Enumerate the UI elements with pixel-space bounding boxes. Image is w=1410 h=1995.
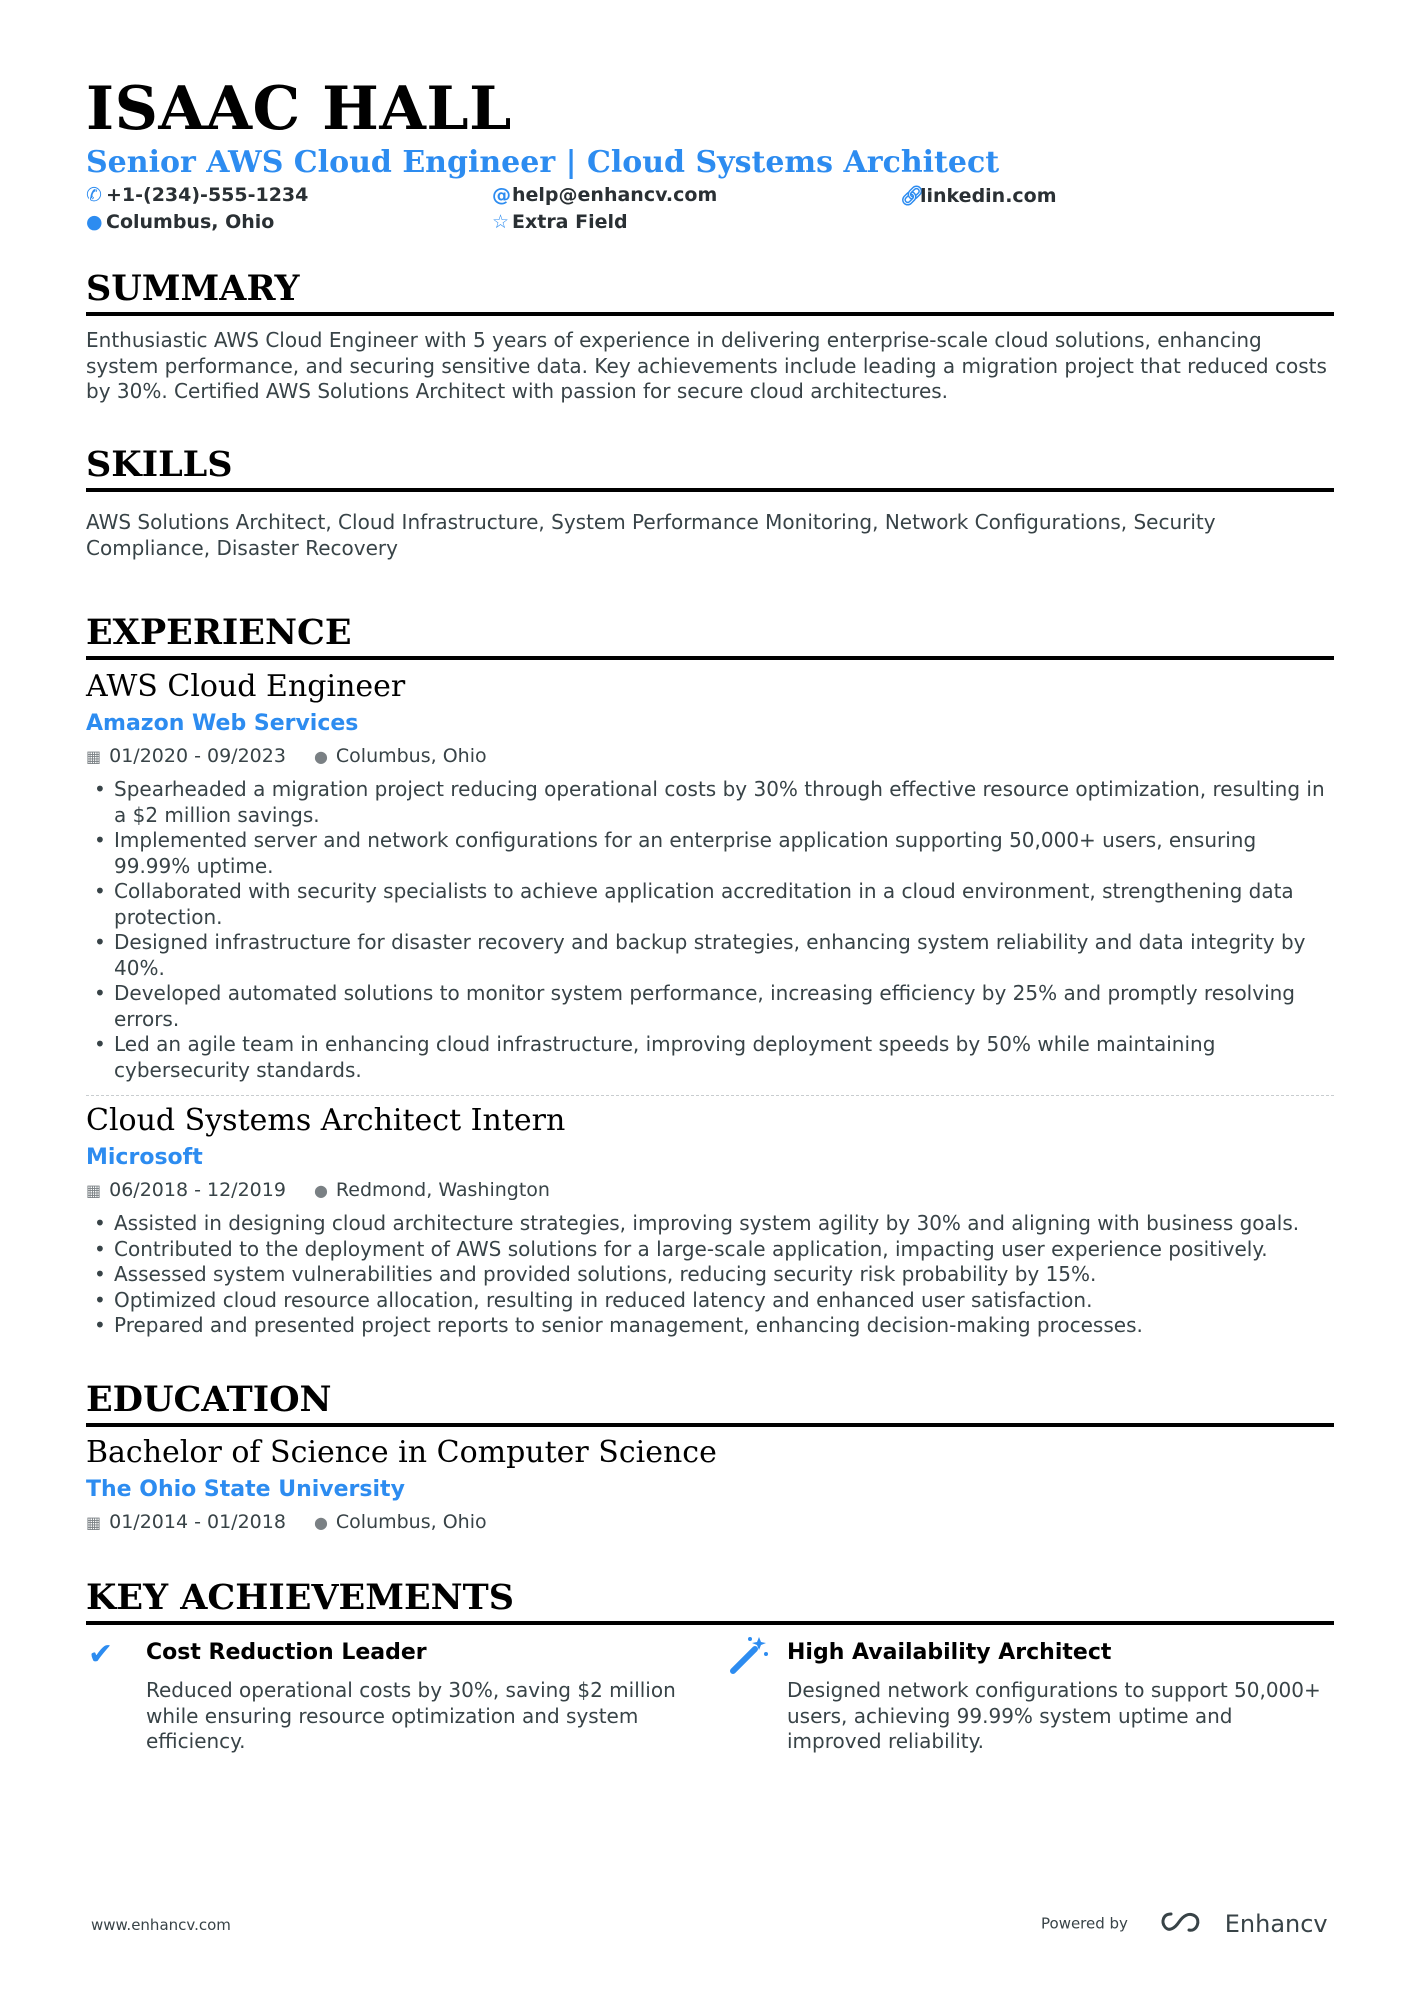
extra-text: Extra Field xyxy=(512,211,628,233)
section-title-experience: EXPERIENCE xyxy=(86,612,1334,660)
magic-wand-icon xyxy=(729,1635,769,1683)
achievement-desc: Reduced operational costs by 30%, saving $2 million while ensuring resource optimization and system efficiency. xyxy=(146,1678,676,1753)
footer-website[interactable]: www.enhancv.com xyxy=(91,1916,231,1934)
bullet-item: • Led an agile team in enhancing cloud infrastructure, improving deployment speeds by 50% while maintaining cybersecurity standards. xyxy=(86,1032,1336,1083)
bullet-item: • Spearheaded a migration project reducing operational costs by 30% through effective resource optimization, resulting in a $2 million savings. xyxy=(86,777,1336,828)
job-title: Cloud Systems Architect Intern xyxy=(86,1103,566,1138)
contact-extra xyxy=(492,211,628,233)
job-dates: 06/2018 - 12/2019 xyxy=(109,1179,286,1201)
bullet-item: • Collaborated with security specialists to achieve application accreditation in a cloud environment, strengthening data protection. xyxy=(86,879,1336,930)
education-location: Columbus, Ohio xyxy=(335,1511,487,1533)
section-title-achievements: KEY ACHIEVEMENTS xyxy=(86,1577,1334,1625)
achievement-title: Cost Reduction Leader xyxy=(146,1640,427,1665)
candidate-name: ISAAC HALL xyxy=(86,74,512,144)
bullet-item: • Designed infrastructure for disaster recovery and backup strategies, enhancing system reliability and data integrity by 40%. xyxy=(86,930,1336,981)
degree-title: Bachelor of Science in Computer Science xyxy=(86,1435,717,1470)
job-meta xyxy=(86,745,487,767)
bullet-item: • Contributed to the deployment of AWS solutions for a large-scale application, impacting user experience positively. xyxy=(86,1237,1336,1263)
education-dates: 01/2014 - 01/2018 xyxy=(109,1511,286,1533)
calendar-icon: ▦ xyxy=(86,747,102,766)
location-pin-icon: ● xyxy=(86,211,103,233)
skills-text: AWS Solutions Architect, Cloud Infrastructure, System Performance Monitoring, Network Configurations, Security Compliance, Disaster Recovery xyxy=(86,510,1216,560)
company-name: Microsoft xyxy=(86,1145,203,1170)
calendar-icon: ▦ xyxy=(86,1513,102,1532)
bullet-item: • Developed automated solutions to monitor system performance, increasing efficiency by 25% and promptly resolving errors. xyxy=(86,981,1336,1032)
contact-email[interactable] xyxy=(492,184,717,206)
section-title-education: EDUCATION xyxy=(86,1379,1334,1427)
job-dates: 01/2020 - 09/2023 xyxy=(109,745,286,767)
brand-name: Enhancv xyxy=(1224,1910,1328,1938)
job-title: AWS Cloud Engineer xyxy=(86,669,406,704)
location-pin-icon: ● xyxy=(313,747,328,766)
job-bullets xyxy=(86,1211,1336,1339)
location-pin-icon: ● xyxy=(313,1181,328,1200)
checkmark-icon: ✔ xyxy=(88,1637,114,1672)
section-title-skills: SKILLS xyxy=(86,444,1334,492)
at-icon: @ xyxy=(492,184,511,206)
bullet-item: • Prepared and presented project reports to senior management, enhancing decision-making processes. xyxy=(86,1313,1336,1339)
phone-text: +1-(234)-555-1234 xyxy=(106,184,309,206)
job-bullets xyxy=(86,777,1336,1083)
section-title-summary: SUMMARY xyxy=(86,268,1334,316)
enhancv-logo-icon xyxy=(1157,1910,1203,1938)
contact-location xyxy=(86,211,274,233)
job-divider xyxy=(86,1095,1334,1096)
achievement-title: High Availability Architect xyxy=(787,1640,1112,1665)
phone-icon: ✆ xyxy=(86,184,102,206)
contact-phone[interactable] xyxy=(86,184,308,206)
location-pin-icon: ● xyxy=(313,1513,328,1532)
education-meta xyxy=(86,1511,487,1533)
star-icon: ☆ xyxy=(492,211,510,233)
calendar-icon: ▦ xyxy=(86,1181,102,1200)
contact-linkedin[interactable] xyxy=(900,184,1057,207)
location-text: Columbus, Ohio xyxy=(106,211,275,233)
bullet-item: • Implemented server and network configurations for an enterprise application supporting 50,000+ users, ensuring 99.99% uptime. xyxy=(86,828,1336,879)
summary-text: Enthusiastic AWS Cloud Engineer with 5 years of experience in delivering enterprise-scale cloud solutions, enhancing system performance, and securing sensitive data. Key achievements include leading a migration project that reduced costs by 30%. Certified AWS Solutions Architect with passion for secure cloud architectures. xyxy=(86,328,1327,403)
email-text: help@enhancv.com xyxy=(512,184,718,206)
job-meta xyxy=(86,1179,550,1201)
linkedin-text: linkedin.com xyxy=(920,185,1057,207)
bullet-item: • Optimized cloud resource allocation, resulting in reduced latency and enhanced user satisfaction. xyxy=(86,1288,1336,1314)
bullet-item: • Assessed system vulnerabilities and provided solutions, reducing security risk probability by 15%. xyxy=(86,1262,1336,1288)
job-location: Redmond, Washington xyxy=(335,1179,550,1201)
footer-powered-by[interactable] xyxy=(1041,1910,1328,1938)
company-name: Amazon Web Services xyxy=(86,711,359,736)
link-icon: 🔗︎ xyxy=(900,185,925,207)
powered-by-label: Powered by xyxy=(1041,1914,1128,1933)
headline: Senior AWS Cloud Engineer | Cloud Systems Architect xyxy=(86,145,1000,180)
bullet-item: • Assisted in designing cloud architecture strategies, improving system agility by 30% and aligning with business goals. xyxy=(86,1211,1336,1237)
school-name: The Ohio State University xyxy=(86,1477,405,1502)
job-location: Columbus, Ohio xyxy=(335,745,487,767)
achievement-desc: Designed network configurations to support 50,000+ users, achieving 99.99% system uptime and improved reliability. xyxy=(787,1678,1321,1753)
